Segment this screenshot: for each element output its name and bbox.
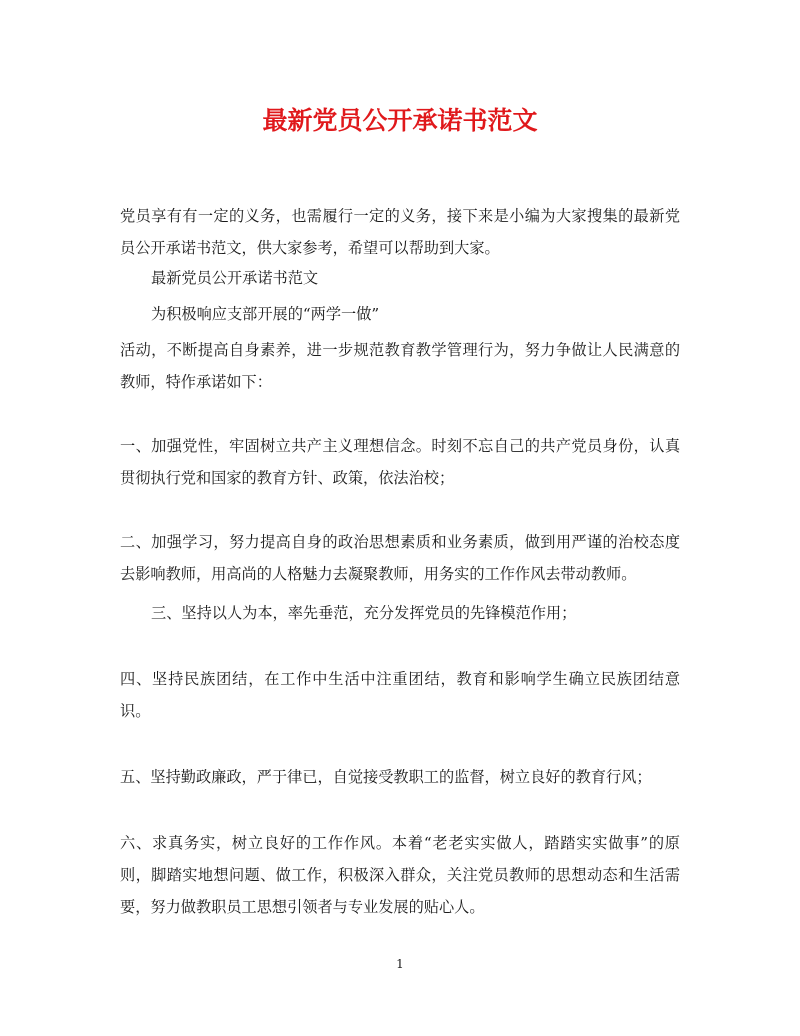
- subtitle-paragraph: 最新党员公开承诺书范文: [151, 269, 319, 287]
- commitment-item-3: 三、坚持以人为本，率先垂范，充分发挥党员的先锋模范作用；: [151, 604, 577, 622]
- commitment-item-1: 一、加强党性，牢固树立共产主义理想信念。时刻不忘自己的共产党员身份，认真贯彻执行党和国家的教育方针、政策，依法治校；: [120, 437, 680, 487]
- intro-paragraph: 党员享有有一定的义务，也需履行一定的义务，接下来是小编为大家搜集的最新党员公开承诺书范文，供大家参考，希望可以帮助到大家。: [120, 207, 680, 257]
- commitment-item-2: 二、加强学习，努力提高自身的政治思想素质和业务素质，做到用严谨的治校态度去影响教师，用高尚的人格魅力去凝聚教师，用务实的工作作风去带动教师。: [120, 533, 680, 583]
- page-number: 1: [396, 957, 404, 971]
- commitment-item-4: 四、坚持民族团结，在工作中生活中注重团结，教育和影响学生确立民族团结意识。: [120, 670, 680, 720]
- activity-paragraph: 活动，不断提高自身素养，进一步规范教育教学管理行为，努力争做让人民满意的教师，特作承诺如下：: [120, 341, 680, 391]
- response-paragraph: 为积极响应支部开展的“两学一做”: [151, 305, 380, 323]
- document-body: [120, 200, 680, 923]
- commitment-item-6: 六、求真务实，树立良好的工作作风。本着“老老实实做人，踏踏实实做事”的原则，脚踏实地想问题、做工作，积极深入群众，关注党员教师的思想动态和生活需要，努力做教职员工思想引领者与专业发展的贴心人。: [120, 834, 680, 916]
- document-title: 最新党员公开承诺书范文: [262, 106, 538, 135]
- commitment-item-5: 五、坚持勤政廉政，严于律已，自觉接受教职工的监督，树立良好的教育行风；: [120, 768, 652, 786]
